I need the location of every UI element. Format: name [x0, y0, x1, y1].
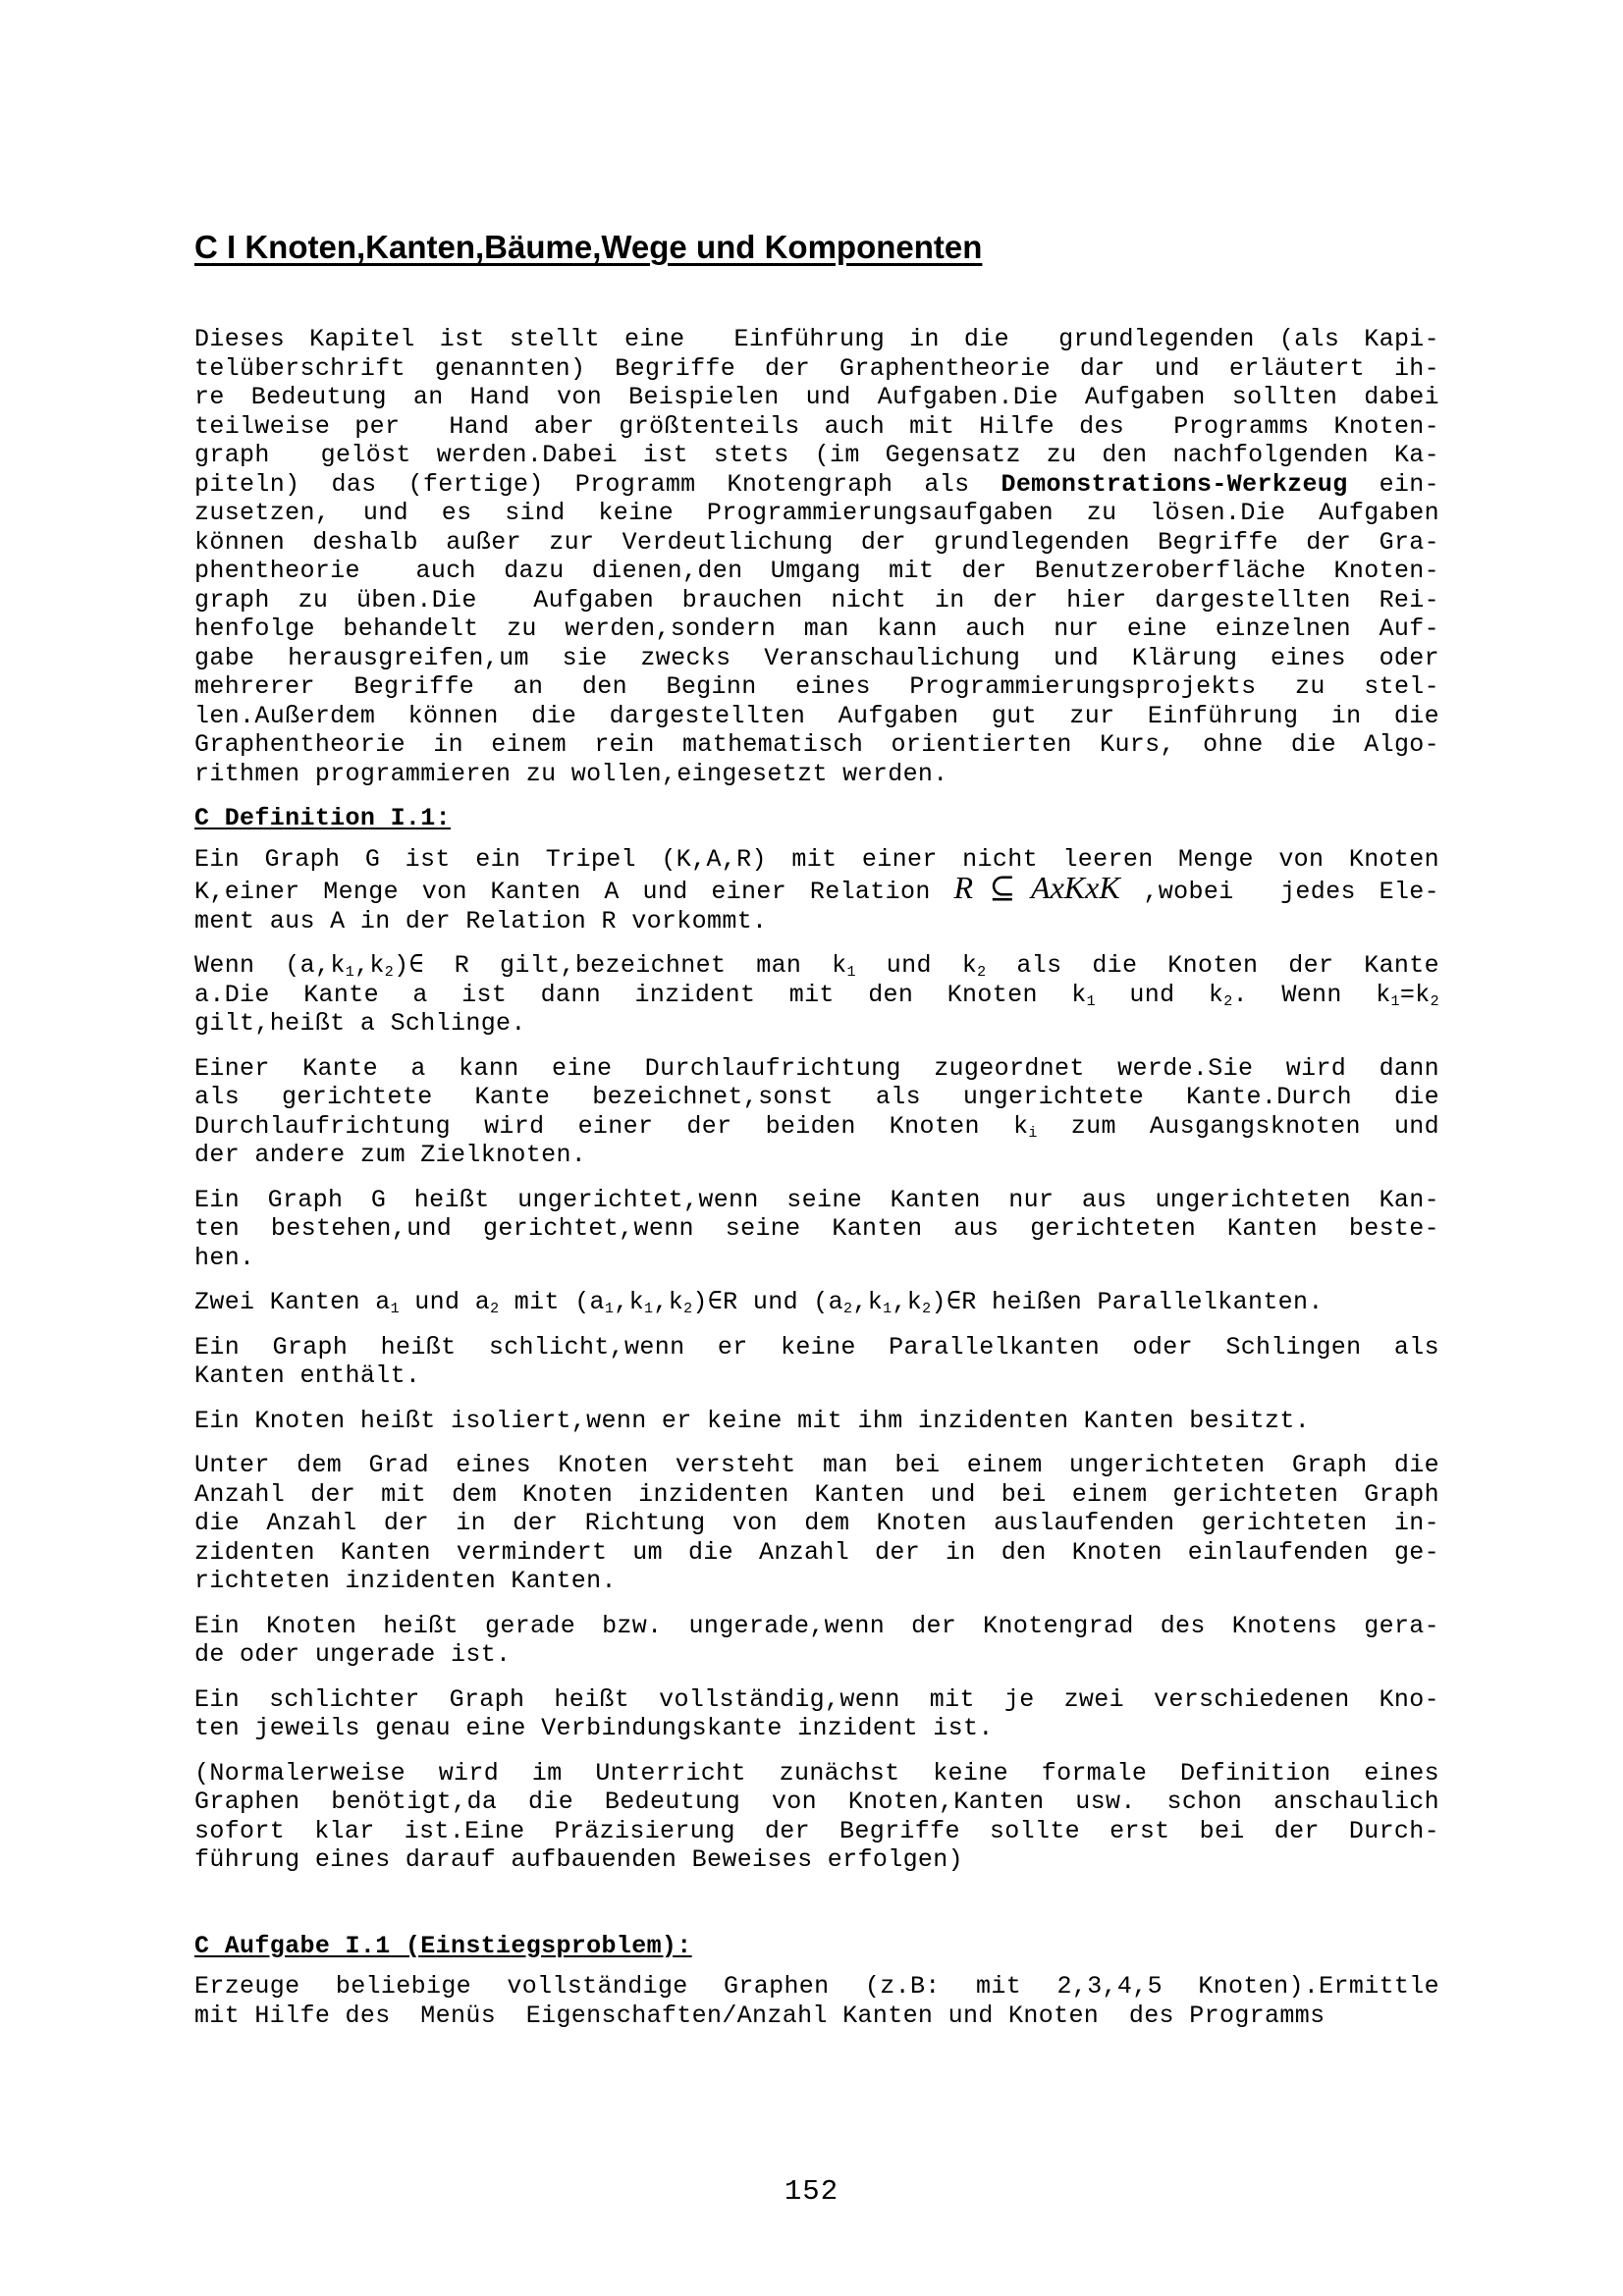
- definition-paragraph: [194, 1759, 1439, 1875]
- text-line: hen.: [194, 1243, 255, 1272]
- text-line: len.Außerdem können die dargestellten Aufgaben gut zur Einführung in die: [194, 701, 1439, 730]
- text-line: (Normalerweise wird im Unterricht zunächst keine formale Definition eines: [194, 1758, 1439, 1788]
- definition-title: C Definition I.1:: [194, 804, 451, 832]
- definition-paragraph: [194, 1333, 1439, 1391]
- definition-paragraph: [194, 1451, 1439, 1596]
- text-line: Unter dem Grad eines Knoten versteht man bei einem ungerichteten Graph die: [194, 1451, 1439, 1479]
- definition-paragraph: [194, 1612, 1439, 1670]
- text-line: a.Die Kante a ist dann inzident mit den Knoten $k_1$ und $k_2$. Wenn $k_1=k_2$: [194, 980, 1439, 1010]
- definition-paragraph: [194, 845, 1439, 936]
- text-line: mit Hilfe des Menüs Eigenschaften/Anzahl Kanten und Knoten des Programms: [194, 2001, 1325, 2030]
- text-line: der andere zum Zielknoten.: [194, 1141, 587, 1169]
- text-line: als gerichtete Kante bezeichnet,sonst als ungerichtete Kante.Durch die: [194, 1083, 1439, 1111]
- text-line: zidenten Kanten vermindert um die Anzahl der in den Knoten einlaufenden ge-: [194, 1537, 1439, 1567]
- text-line: gabe herausgreifen,um sie zwecks Veranschaulichung und Klärung eines oder: [194, 643, 1439, 672]
- definition-paragraph: [194, 1186, 1439, 1273]
- definition-body: [194, 845, 1439, 1875]
- text-line: Ein Graph G heißt ungerichtet,wenn seine Kanten nur aus ungerichteten Kan-: [194, 1185, 1439, 1214]
- text-line: mehrerer Begriffe an den Beginn eines Programmierungsprojekts zu stel-: [194, 672, 1439, 701]
- text-line: Anzahl der mit dem Knoten inzidenten Kanten und bei einem gerichteten Graph: [194, 1479, 1439, 1509]
- text-line: teilweise per Hand aber größtenteils auch mit Hilfe des Programms Knoten-: [194, 411, 1439, 441]
- text-line: de oder ungerade ist.: [194, 1640, 512, 1669]
- text-line: piteln) das (fertige) Programm Knotengraph als Demonstrations-Werkzeug ein-: [194, 469, 1439, 499]
- text-line: die Anzahl der in der Richtung von dem Knoten auslaufenden gerichteten in-: [194, 1509, 1439, 1537]
- text-line: können deshalb außer zur Verdeutlichung der grundlegenden Begriffe der Gra-: [194, 527, 1439, 557]
- text-line: Durchlaufrichtung wird einer der beiden Knoten $k_i$ zum Ausgangsknoten und: [194, 1111, 1439, 1142]
- text-line: Ein Graph G ist ein Tripel (K,A,R) mit einer nicht leeren Menge von Knoten: [194, 844, 1439, 874]
- text-line: Einer Kante a kann eine Durchlaufrichtung zugeordnet werde.Sie wird dann: [194, 1053, 1439, 1083]
- text-line: sofort klar ist.Eine Präzisierung der Begriffe sollte erst bei der Durch-: [194, 1816, 1439, 1845]
- text-line: Wenn $(a,k_1,k_2)\in$ R gilt,bezeichnet man $k_1$ und $k_2$ als die Knoten der Kante: [194, 951, 1439, 981]
- text-line: Ein Knoten heißt gerade bzw. ungerade,wenn der Knotengrad des Knotens gera-: [194, 1611, 1439, 1640]
- definition-paragraph: [194, 1685, 1439, 1743]
- text-line: richteten inzidenten Kanten.: [194, 1567, 617, 1595]
- text-line: graph zu üben.Die Aufgaben brauchen nicht in der hier dargestellten Rei-: [194, 585, 1439, 614]
- text-line: Ein schlichter Graph heißt vollständig,wenn mit je zwei verschiedenen Kno-: [194, 1684, 1439, 1714]
- task-title: C Aufgabe I.1 (Einstiegsproblem):: [194, 1931, 692, 1960]
- text-line: Dieses Kapitel ist stellt eine Einführung in die grundlegenden (als Kapi-: [194, 325, 1439, 353]
- text-line: phentheorie auch dazu dienen,den Umgang mit der Benutzeroberfläche Knoten-: [194, 557, 1439, 585]
- text-line: Graphentheorie in einem rein mathematisch orientierten Kurs, ohne die Algo-: [194, 730, 1439, 759]
- text-line: rithmen programmieren zu wollen,eingesetzt werden.: [194, 759, 948, 788]
- intro-paragraph: [194, 325, 1439, 788]
- chapter-heading: C I Knoten,Kanten,Bäume,Wege und Komponenten: [194, 229, 983, 265]
- text-line: Zwei Kanten $a_1$ und $a_2$ mit $(a_1,k_1,k_2)\in R$ und $(a_2,k_1,k_2)\in R$ heißen Parallelkanten.: [194, 1288, 1324, 1317]
- page-number: 152: [784, 2175, 839, 2208]
- text-line: Kanten enthält.: [194, 1362, 421, 1390]
- text-line: K,einer Menge von Kanten A und einer Relation R ⊆ AxKxK ,wobei jedes Ele-: [194, 870, 1439, 906]
- emphasis: Demonstrations-Werkzeug: [1001, 469, 1348, 499]
- definition-paragraph: [194, 951, 1439, 1039]
- task-paragraph: [194, 1972, 1439, 2030]
- text-line: Graphen benötigt,da die Bedeutung von Knoten,Kanten usw. schon anschaulich: [194, 1788, 1439, 1816]
- definition-paragraph: [194, 1054, 1439, 1170]
- text-line: zusetzen, und es sind keine Programmierungsaufgaben zu lösen.Die Aufgaben: [194, 499, 1439, 527]
- text-line: telüberschrift genannten) Begriffe der Graphentheorie dar und erläutert ih-: [194, 353, 1439, 383]
- text-line: henfolge behandelt zu werden,sondern man kann auch nur eine einzelnen Auf-: [194, 614, 1439, 643]
- text-line: Erzeuge beliebige vollständige Graphen (z.B: mit 2,3,4,5 Knoten).Ermittle: [194, 1972, 1439, 2001]
- text-line: ten bestehen,und gerichtet,wenn seine Kanten aus gerichteten Kanten beste-: [194, 1214, 1439, 1243]
- text-line: ment aus A in der Relation R vorkommt.: [194, 906, 768, 935]
- content-flow: [194, 325, 1439, 2046]
- text-line: Ein Graph heißt schlicht,wenn er keine Parallelkanten oder Schlingen als: [194, 1332, 1439, 1362]
- text-line: graph gelöst werden.Dabei ist stets (im Gegensatz zu den nachfolgenden Ka-: [194, 441, 1439, 469]
- text-line: Ein Knoten heißt isoliert,wenn er keine mit ihm inzidenten Kanten besitzt.: [194, 1406, 1311, 1435]
- text-line: ten jeweils genau eine Verbindungskante inzident ist.: [194, 1714, 994, 1742]
- text-line: führung eines darauf aufbauenden Beweises erfolgen): [194, 1845, 963, 1874]
- definition-paragraph: [194, 1407, 1439, 1436]
- relation-formula: R ⊆ AxKxK: [953, 870, 1120, 905]
- definition-paragraph: [194, 1288, 1439, 1317]
- text-line: gilt,heißt a Schlinge.: [194, 1009, 526, 1038]
- text-line: re Bedeutung an Hand von Beispielen und Aufgaben.Die Aufgaben sollten dabei: [194, 383, 1439, 411]
